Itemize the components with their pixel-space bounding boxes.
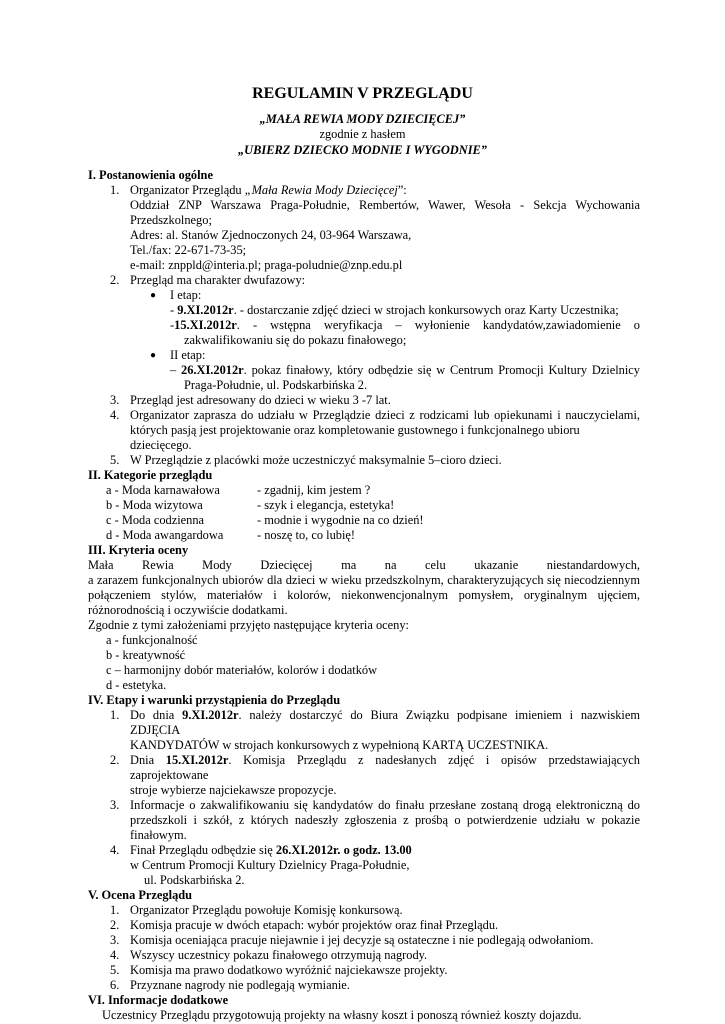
list-text-cont: których pasją jest projektowanie oraz kompletowanie gustownego i funkcjonalnego ubioru dziecięcego. <box>130 423 580 452</box>
s4-item-1 <box>88 708 640 753</box>
s1-item-3 <box>88 393 640 408</box>
stage-1 <box>88 288 640 348</box>
list-number: 2. <box>110 273 120 287</box>
list-number: 4. <box>110 948 120 962</box>
category-name: c - Moda codzienna <box>106 513 205 527</box>
list-number: 2. <box>110 918 120 932</box>
s4-item-4 <box>88 843 640 888</box>
organizer-line: Oddział ZNP Warszawa Praga-Południe, Rembertów, Wawer, Wesoła - Sekcja Wychowania <box>130 198 640 212</box>
dash: - <box>170 318 175 332</box>
list-text: Komisja pracuje w dwóch etapach: wybór projektów oraz finał Przeglądu. <box>130 918 499 932</box>
list-text-cont: finałowym. <box>130 828 187 842</box>
bullet-icon: ● <box>150 350 157 361</box>
category-row <box>88 483 640 498</box>
organizer-email: e-mail: znppld@interia.pl; praga-poludnie@znp.edu.pl <box>130 258 403 272</box>
list-text-cont: ul. Podskarbińska 2. <box>144 873 245 887</box>
list-number: 5. <box>110 963 120 977</box>
section-3-heading: III. Kryteria oceny <box>88 543 189 557</box>
s5-item <box>88 978 640 993</box>
date-text: . - wstępna weryfikacja – wyłonienie kandydatów,zawiadomienie o <box>236 318 640 332</box>
criteria-paragraph-line: Mała Rewia Mody Dziecięcej ma na celu ukazanie niestandardowych, <box>88 558 640 572</box>
organizer-name: „Mała Rewia Mody Dziecięcej <box>244 183 398 197</box>
list-number: 3. <box>110 393 120 407</box>
date: 9.XI.2012r <box>182 708 239 722</box>
s1-item-5 <box>88 453 640 468</box>
stage-2-date-cont: Praga-Południe, ul. Podskarbińska 2. <box>184 378 368 392</box>
s5-item <box>88 963 640 978</box>
date: 15.XI.2012r <box>165 753 229 767</box>
section-6-heading: VI. Informacje dodatkowe <box>88 993 229 1007</box>
bullet-icon: ● <box>150 290 157 301</box>
list-text: Organizator zaprasza do udziału w Przeglądzie dzieci z rodzicami lub opiekunami i nauczycielami, <box>130 408 640 422</box>
motto: „UBIERZ DZIECKO MODNIE I WYGODNIE” <box>237 143 487 157</box>
category-name: d - Moda awangardowa <box>106 528 224 542</box>
list-number: 5. <box>110 453 120 467</box>
s5-item <box>88 948 640 963</box>
list-text-cont: stroje wybierze najciekawsze propozycje. <box>130 783 337 797</box>
stage-label: II etap: <box>170 348 206 362</box>
stage-1-date-1 <box>170 303 640 318</box>
list-text: Komisja ma prawo dodatkowo wyróżnić najciekawsze projekty. <box>130 963 448 977</box>
list-text-cont: w Centrum Promocji Kultury Dzielnicy Praga-Południe, <box>130 858 410 872</box>
list-number: 4. <box>110 843 120 857</box>
date: 9.XI.2012r <box>177 303 234 317</box>
stage-1-date-2 <box>170 318 640 333</box>
date: 26.XI.2012r. o godz. 13.00 <box>275 843 412 857</box>
list-text: W Przeglądzie z placówki może uczestniczyć maksymalnie 5–cioro dzieci. <box>130 453 502 467</box>
stage-2 <box>88 348 640 393</box>
list-text: Komisja oceniająca pracuje niejawnie i jej decyzje są ostateczne i nie podlegają odwołaniom. <box>130 933 594 947</box>
list-text: Przegląd ma charakter dwufazowy: <box>130 273 306 287</box>
organizer-address: Adres: al. Stanów Zjednoczonych 24, 03-964 Warszawa, <box>130 228 412 242</box>
section-4-heading: IV. Etapy i warunki przystąpienia do Przeglądu <box>88 693 341 707</box>
criterion-item: b - kreatywność <box>106 648 186 662</box>
criteria-paragraph-line: połączeniem stylów, materiałów i kolorów, niekonwencjonalnym pomysłem, oryginalnym ujęciem, <box>88 588 640 602</box>
date-text: . - dostarczanie zdjęć dzieci w strojach konkursowych oraz Karty Uczestnika; <box>233 303 619 317</box>
s5-item <box>88 933 640 948</box>
text-pre: Do dnia <box>130 708 183 722</box>
s5-item <box>88 903 640 918</box>
list-number: 1. <box>110 183 120 197</box>
list-text: Wszyscy uczestnicy pokazu finałowego otrzymują nagrody. <box>130 948 428 962</box>
category-motto: - zgadnij, kim jestem ? <box>257 483 371 497</box>
s5-item <box>88 918 640 933</box>
criterion-item: c – harmonijny dobór materiałów, kolorów i dodatków <box>106 663 378 677</box>
text: . Komisja Przeglądu z nadesłanych zdjęć i opisów przedstawiających zaprojektowane <box>130 753 641 782</box>
category-motto: - szyk i elegancja, estetyka! <box>257 498 395 512</box>
category-row <box>88 513 640 528</box>
list-number: 1. <box>110 903 120 917</box>
list-text <box>130 708 640 738</box>
date-text: . pokaz finałowy, który odbędzie się w Centrum Promocji Kultury Dzielnicy <box>243 363 641 377</box>
s1-item-2 <box>88 273 640 288</box>
organizer-suffix: ”: <box>397 183 407 197</box>
list-text-cont: przedszkoli i szkół, z których nadeszły zgłoszenia z prośbą o potwierdzenie udziału w pokazie <box>130 813 640 827</box>
category-motto: - modnie i wygodnie na co dzień! <box>257 513 424 527</box>
list-text: Przyznane nagrody nie podlegają wymianie. <box>130 978 350 992</box>
category-row <box>88 498 640 513</box>
section-1-heading: I. Postanowienia ogólne <box>88 168 213 182</box>
stage-1-date-2-cont: zakwalifikowaniu się do pokazu finałowego; <box>184 333 407 347</box>
list-text <box>130 753 640 783</box>
stage-2-date <box>170 363 640 378</box>
criterion-item: d - estetyka. <box>106 678 167 692</box>
criteria-paragraph-line: różnorodnością i oczywiście dodatkami. <box>88 603 288 617</box>
date: 15.XI.2012r <box>174 318 237 332</box>
list-text: Organizator Przeglądu powołuje Komisję konkursową. <box>130 903 403 917</box>
s4-item-2 <box>88 753 640 798</box>
list-number: 4. <box>110 408 120 422</box>
s1-item-1 <box>88 183 640 273</box>
list-text: Przegląd jest adresowany do dzieci w wieku 3 -7 lat. <box>130 393 391 407</box>
organizer-phone: Tel./fax: 22-671-73-35; <box>130 243 247 257</box>
text: . należy dostarczyć do Biura Związku podpisane imieniem i nazwiskiem ZDJĘCIA <box>130 708 641 737</box>
dash: - <box>170 303 178 317</box>
text-pre: Dnia <box>130 753 166 767</box>
list-number: 6. <box>110 978 120 992</box>
category-row <box>88 528 640 543</box>
dash: – <box>170 363 182 377</box>
section-2-heading: II. Kategorie przeglądu <box>88 468 213 482</box>
event-name: „MAŁA REWIA MODY DZIECIĘCEJ” <box>259 112 466 126</box>
organizer-line-cont: Przedszkolnego; <box>130 213 212 227</box>
document-title: REGULAMIN V PRZEGLĄDU <box>252 85 473 102</box>
category-name: b - Moda wizytowa <box>106 498 203 512</box>
s1-item-4 <box>88 408 640 453</box>
date: 26.XI.2012r <box>181 363 244 377</box>
s4-item-3 <box>88 798 640 843</box>
motto-intro: zgodnie z hasłem <box>319 127 406 141</box>
list-number: 2. <box>110 753 120 767</box>
category-name: a - Moda karnawałowa <box>106 483 220 497</box>
list-text-cont: KANDYDATÓW w strojach konkursowych z wypełnioną KARTĄ UCZESTNIKA. <box>130 738 549 752</box>
organizer-label: Organizator Przeglądu <box>130 183 245 197</box>
text-pre: Finał Przeglądu odbędzie się <box>130 843 276 857</box>
list-number: 3. <box>110 798 120 812</box>
stage-label: I etap: <box>170 288 202 302</box>
category-motto: - noszę to, co lubię! <box>257 528 356 542</box>
additional-info-text: Uczestnicy Przeglądu przygotowują projekty na własny koszt i ponoszą również koszty dojazdu. <box>102 1008 582 1022</box>
criteria-intro: Zgodnie z tymi założeniami przyjęto następujące kryteria oceny: <box>88 618 409 632</box>
list-text: Informacje o zakwalifikowaniu się kandydatów do finału przesłane zostaną drogą elektroniczną do <box>130 798 640 812</box>
list-text <box>130 843 640 858</box>
section-5-heading: V. Ocena Przeglądu <box>88 888 193 902</box>
document-body <box>88 168 640 1023</box>
criteria-paragraph-line: a zarazem funkcjonalnych ubiorów dla dzieci w wieku przedszkolnym, charakteryzujących się niecodziennym <box>88 573 640 587</box>
list-number: 3. <box>110 933 120 947</box>
criterion-item: a - funkcjonalność <box>106 633 198 647</box>
list-number: 1. <box>110 708 120 722</box>
